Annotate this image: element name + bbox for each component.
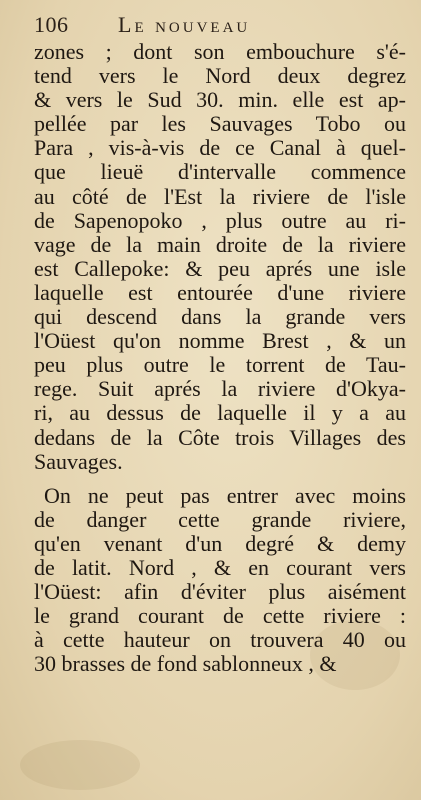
page-number: 106 bbox=[34, 12, 69, 37]
text-line: de danger cette grande riviere, bbox=[34, 506, 406, 532]
text-line: ri, au dessus de laquelle il y a au bbox=[34, 400, 406, 426]
paragraph-1 bbox=[34, 40, 406, 474]
running-head: Le nouveau bbox=[118, 12, 251, 37]
text-line: 30 brasses de fond sablonneux , & bbox=[34, 651, 337, 677]
text-line: peu plus outre le torrent de Tau- bbox=[34, 352, 406, 378]
text-line: l'Oüest: afin d'éviter plus aisément bbox=[34, 579, 406, 605]
text-line: rege. Suit aprés la riviere d'Okya- bbox=[34, 376, 406, 402]
text-line: vage de la main droite de la riviere bbox=[34, 231, 406, 257]
text-line: pellée par les Sauvages Tobo ou bbox=[34, 111, 406, 137]
paragraph-2 bbox=[34, 484, 406, 677]
text-line: au côté de l'Est la riviere de l'isle bbox=[34, 183, 406, 209]
paper-stain bbox=[20, 740, 140, 790]
text-line: laquelle est entourée d'une riviere bbox=[34, 279, 406, 305]
text-line: Para , vis-à-vis de ce Canal à quel- bbox=[34, 135, 406, 161]
page-body bbox=[34, 40, 406, 676]
page-header bbox=[34, 10, 394, 38]
text-line: On ne peut pas entrer avec moins bbox=[44, 482, 406, 508]
text-line: dedans de la Côte trois Villages des bbox=[34, 424, 406, 450]
text-line: l'Oüest qu'on nomme Brest , & un bbox=[34, 328, 406, 354]
text-line: qui descend dans la grande vers bbox=[34, 304, 406, 330]
text-line: tend vers le Nord deux degrez bbox=[34, 63, 406, 89]
text-line: de latit. Nord , & en courant vers bbox=[34, 554, 406, 580]
text-line: & vers le Sud 30. min. elle est ap- bbox=[34, 87, 406, 113]
text-line: qu'en venant d'un degré & demy bbox=[34, 530, 406, 556]
text-line: est Callepoke: & peu aprés une isle bbox=[34, 255, 406, 281]
text-line: de Sapenopoko , plus outre au ri- bbox=[34, 207, 406, 233]
text-line: à cette hauteur on trouvera 40 ou bbox=[34, 627, 406, 653]
text-line: le grand courant de cette riviere : bbox=[34, 603, 406, 629]
text-line: zones ; dont son embouchure s'é- bbox=[34, 39, 406, 64]
text-line: Sauvages. bbox=[34, 448, 123, 474]
text-line: que lieuë d'intervalle commence bbox=[34, 159, 406, 185]
